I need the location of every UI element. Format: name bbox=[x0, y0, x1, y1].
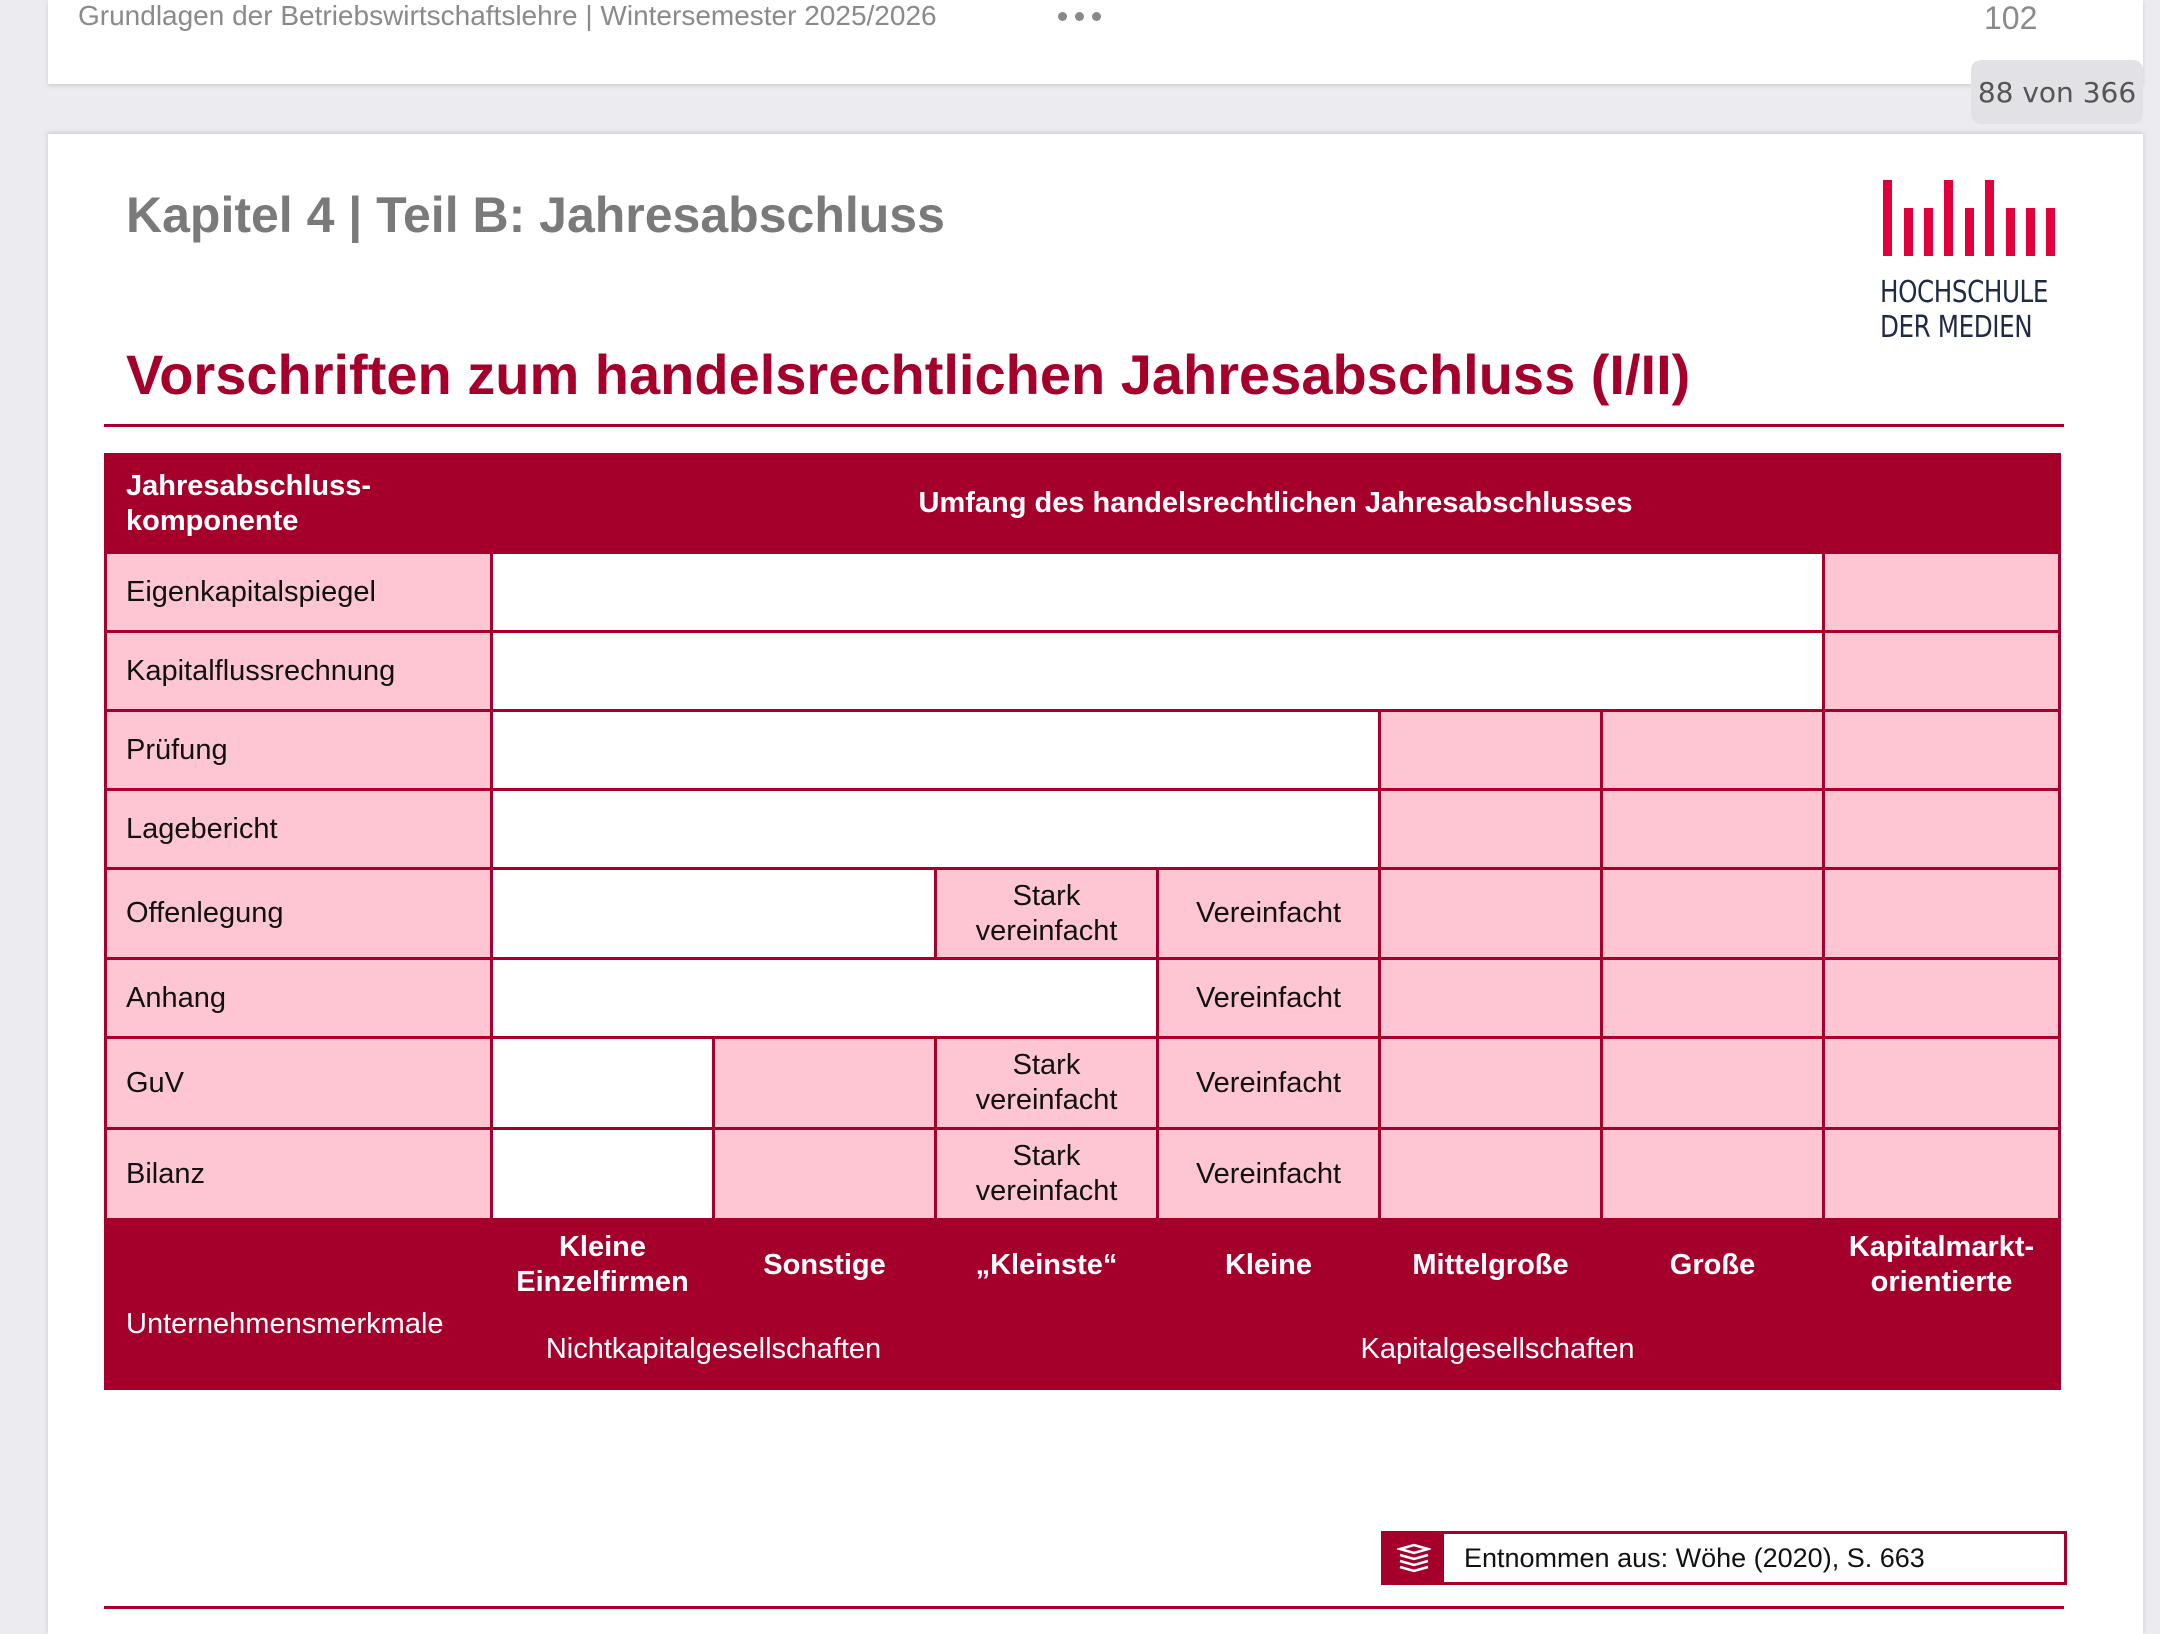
cell-kleine: Vereinfacht bbox=[1158, 1038, 1380, 1129]
component-lagebericht: Lagebericht bbox=[106, 790, 492, 869]
empty-area bbox=[492, 1129, 714, 1220]
logo-bars-icon bbox=[1880, 180, 2056, 256]
column-grosse: Große bbox=[1602, 1220, 1824, 1311]
cell-kleine: Vereinfacht bbox=[1158, 1129, 1380, 1220]
financial-statement-table bbox=[104, 453, 2058, 1387]
column-kleine: Kleine bbox=[1158, 1220, 1380, 1311]
cell-gross bbox=[1602, 869, 1824, 959]
footer-label: Unternehmensmerkmale bbox=[106, 1220, 492, 1389]
cell-mittelgross bbox=[1380, 959, 1602, 1038]
column-kleinste: „Kleinste“ bbox=[936, 1220, 1158, 1311]
empty-area bbox=[492, 959, 1158, 1038]
component-eigenkapitalspiegel: Eigenkapitalspiegel bbox=[106, 553, 492, 632]
component-bilanz: Bilanz bbox=[106, 1129, 492, 1220]
column-sonstige: Sonstige bbox=[714, 1220, 936, 1311]
cell-kleinste: Stark vereinfacht bbox=[936, 1129, 1158, 1220]
empty-area bbox=[492, 790, 1380, 869]
column-mittelgrosse: Mittelgroße bbox=[1380, 1220, 1602, 1311]
cell-mittelgross bbox=[1380, 869, 1602, 959]
group-nichtkapitalgesellschaften: Nichtkapitalgesellschaften bbox=[492, 1311, 936, 1389]
cell-kapitalmarkt bbox=[1824, 790, 2060, 869]
previous-page-footer: Grundlagen der Betriebswirtschaftslehre | Wintersemester 2025/2026 bbox=[78, 0, 937, 31]
cell-sonstige bbox=[714, 1129, 936, 1220]
cell-kapitalmarkt bbox=[1824, 1129, 2060, 1220]
corner-header: Jahresabschluss- komponente bbox=[106, 455, 492, 553]
cell-gross bbox=[1602, 1038, 1824, 1129]
source-text: Entnommen aus: Wöhe (2020), S. 663 bbox=[1464, 1542, 1925, 1573]
cell-gross bbox=[1602, 1129, 1824, 1220]
empty-area bbox=[492, 711, 1380, 790]
cell-kapitalmarkt bbox=[1824, 553, 2060, 632]
cell-kapitalmarkt bbox=[1824, 711, 2060, 790]
university-logo bbox=[1880, 180, 2060, 345]
cell-kapitalmarkt bbox=[1824, 1038, 2060, 1129]
group-kapitalgesellschaften: Kapitalgesellschaften bbox=[936, 1311, 2060, 1389]
cell-kleinste: Stark vereinfacht bbox=[936, 1038, 1158, 1129]
component-guv: GuV bbox=[106, 1038, 492, 1129]
empty-area bbox=[492, 869, 936, 959]
cell-kleine: Vereinfacht bbox=[1158, 959, 1380, 1038]
component-kapitalflussrechnung: Kapitalflussrechnung bbox=[106, 632, 492, 711]
column-kapitalmarktorientierte: Kapitalmarkt- orientierte bbox=[1824, 1220, 2060, 1311]
cell-gross bbox=[1602, 959, 1824, 1038]
cell-kleinste: Stark vereinfacht bbox=[936, 869, 1158, 959]
chapter-heading: Kapitel 4 | Teil B: Jahresabschluss bbox=[126, 187, 945, 243]
previous-page-number: 102 bbox=[1984, 0, 2038, 36]
cell-mittelgross bbox=[1380, 790, 1602, 869]
component-offenlegung: Offenlegung bbox=[106, 869, 492, 959]
cell-gross bbox=[1602, 711, 1824, 790]
source-reference bbox=[1381, 1531, 2067, 1585]
cell-mittelgross bbox=[1380, 711, 1602, 790]
book-stack-icon bbox=[1384, 1534, 1444, 1582]
logo-text: HOCHSCHULE DER MEDIEN bbox=[1880, 275, 2048, 345]
cell-gross bbox=[1602, 790, 1824, 869]
cell-mittelgross bbox=[1380, 1038, 1602, 1129]
page-indicator: 88 von 366 bbox=[1971, 60, 2143, 124]
cell-kapitalmarkt bbox=[1824, 869, 2060, 959]
empty-area bbox=[492, 632, 1824, 711]
slide-title: Vorschriften zum handelsrechtlichen Jahresabschluss (I/II) bbox=[126, 343, 1691, 406]
cell-kapitalmarkt bbox=[1824, 959, 2060, 1038]
scope-header: Umfang des handelsrechtlichen Jahresabschlusses bbox=[492, 455, 2060, 553]
title-divider bbox=[104, 424, 2064, 427]
empty-area bbox=[492, 1038, 714, 1129]
cell-mittelgross bbox=[1380, 1129, 1602, 1220]
cell-kapitalmarkt bbox=[1824, 632, 2060, 711]
cell-kleine: Vereinfacht bbox=[1158, 869, 1380, 959]
column-kleine-einzelfirmen: Kleine Einzelfirmen bbox=[492, 1220, 714, 1311]
more-options-icon[interactable] bbox=[1058, 12, 1101, 21]
component-pruefung: Prüfung bbox=[106, 711, 492, 790]
cell-sonstige bbox=[714, 1038, 936, 1129]
footer-divider bbox=[104, 1606, 2064, 1609]
empty-area bbox=[492, 553, 1824, 632]
component-anhang: Anhang bbox=[106, 959, 492, 1038]
